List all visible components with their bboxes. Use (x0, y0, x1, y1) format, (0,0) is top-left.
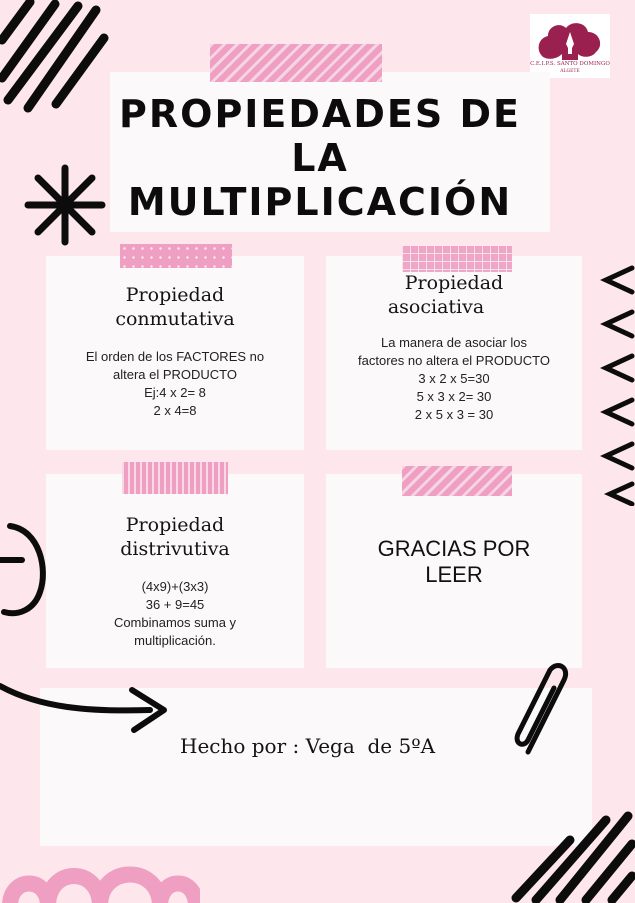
logo-caption: C.E.I.P.S. SANTO DOMINGO (530, 61, 610, 67)
decorative-arc (0, 520, 60, 620)
thanks-text (326, 536, 582, 588)
decorative-hatch-bottom-right (510, 800, 635, 903)
card-asociativa-line: 3 x 2 x 5=30 (418, 371, 490, 386)
card-gracias (326, 474, 582, 668)
card-conmutativa (46, 256, 304, 450)
paperclip-icon (506, 660, 576, 760)
thanks-line-2: LEER (425, 562, 483, 587)
card-conmutativa-line: Ej:4 x 2= 8 (144, 385, 206, 400)
card-distributiva-line: 36 + 9=45 (145, 597, 205, 612)
card-distributiva-line: multiplicación. (134, 633, 216, 648)
page-title-line-1: PROPIEDADES DE (119, 92, 521, 136)
card-asociativa-line: 2 x 5 x 3 = 30 (414, 407, 494, 422)
card-conmutativa-line: El orden de los FACTORES no (85, 349, 265, 364)
card-asociativa-line: La manera de asociar los (381, 335, 527, 350)
card-distributiva-body (46, 578, 304, 650)
tape-asociativa (402, 246, 512, 272)
asterisk-icon (20, 160, 110, 250)
card-asociativa-body (326, 334, 582, 424)
tape-conmutativa (120, 244, 232, 268)
card-distributiva-line: Combinamos suma y (113, 615, 237, 630)
card-conmutativa-body (46, 348, 304, 420)
thanks-line-1: GRACIAS POR (377, 536, 531, 561)
school-logo-icon (530, 14, 610, 64)
logo-subcaption: ALGETE (560, 69, 580, 74)
page-title-line-2: LA (291, 136, 349, 180)
card-asociativa-title-1: Propiedad (404, 272, 504, 294)
page-title-line-3: MULTIPLICACIÓN (127, 180, 513, 224)
card-asociativa-title-2: asociativa (387, 296, 485, 318)
card-distributiva-title-2: distrivutiva (120, 538, 230, 560)
card-conmutativa-title-2: conmutativa (115, 308, 235, 330)
tape-gracias (402, 466, 512, 496)
decorative-zigzag (596, 262, 635, 506)
card-conmutativa-title-1: Propiedad (125, 284, 225, 306)
school-logo (530, 14, 610, 78)
card-asociativa-line: factores no altera el PRODUCTO (358, 353, 550, 368)
card-distributiva-line: (4x9)+(3x3) (141, 579, 209, 594)
card-asociativa (326, 256, 582, 450)
arrow-icon (0, 672, 180, 752)
tape-distributiva (122, 462, 228, 494)
decorative-pink-loops (0, 836, 200, 903)
card-conmutativa-line: 2 x 4=8 (153, 403, 197, 418)
author-credit: Hecho por : Vega de 5ºA (180, 734, 436, 758)
card-distributiva-title-1: Propiedad (125, 514, 225, 536)
card-distributiva (46, 474, 304, 668)
card-conmutativa-line: altera el PRODUCTO (112, 367, 237, 382)
tape-title (210, 44, 382, 82)
card-asociativa-line: 5 x 3 x 2= 30 (416, 389, 492, 404)
